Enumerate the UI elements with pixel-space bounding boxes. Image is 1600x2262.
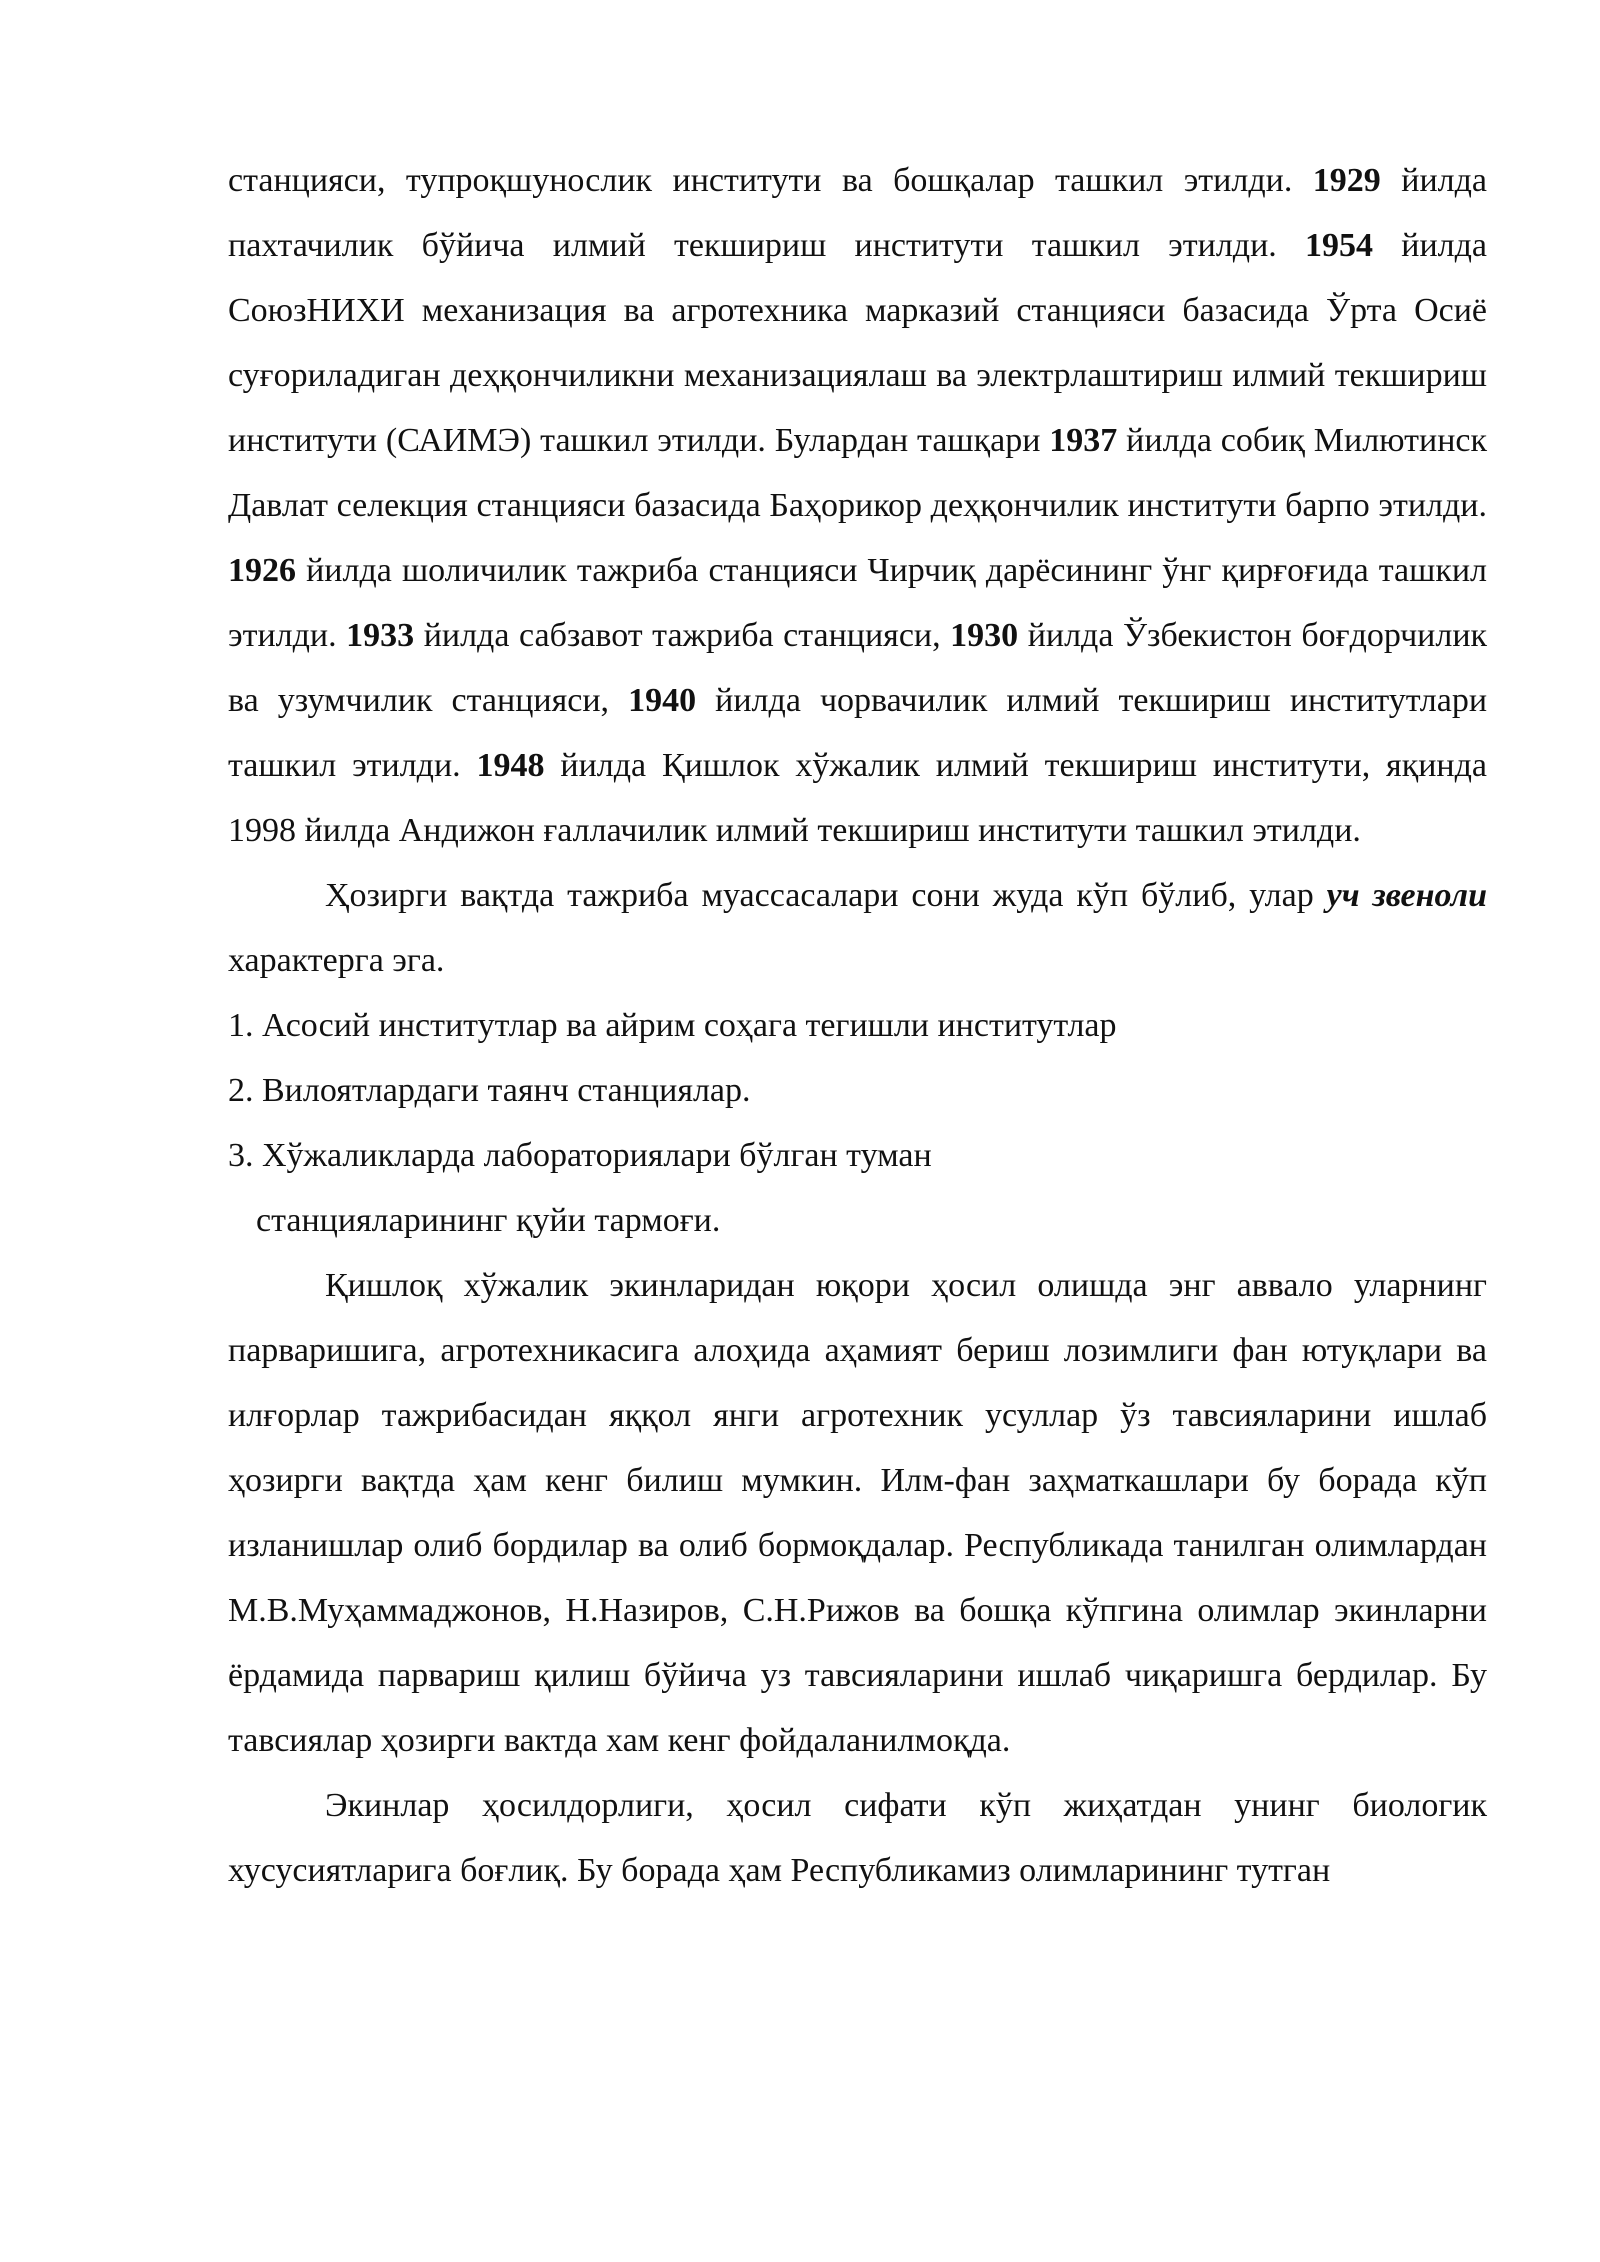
text-span: йилда СоюзНИХИ механизация ва агротехника марказий станцияси базасида Ўрта Осиё суғориладиган деҳқончиликни механизациялаш ва электрлаштириш илмий текшириш институти (САИМЭ) ташкил этилди. Булардан ташқари	[228, 227, 1488, 459]
year-bold: 1937	[1049, 422, 1118, 459]
list-item-2: 2. Вилоятлардаги таянч станциялар.	[228, 1072, 751, 1109]
text-span: йилда собиқ Милютинск Давлат селекция станцияси базасида Баҳорикор деҳқончилик институти барпо этилди.	[228, 422, 1487, 524]
list-item-3: 3. Хўжаликларда лабораториялари бўлган туман	[228, 1137, 932, 1174]
year-bold: 1926	[228, 552, 296, 589]
year-bold: 1930	[950, 617, 1019, 654]
paragraph-three-tier	[228, 863, 1487, 993]
year-bold: 1954	[1305, 227, 1374, 264]
paragraph-history	[228, 148, 1487, 863]
emphasis-bold-italic: уч звеноли	[1326, 877, 1487, 914]
text-span: йилда Қишлок хўжалик илмий текшириш институти, яқинда 1998 йилда Андижон ғаллачилик илмий текшириш институти ташкил этилди.	[228, 747, 1487, 849]
text-span: Ҳозирги вақтда тажриба муассасалари сони жуда кўп бўлиб, улар	[325, 877, 1314, 914]
text-span: станцияси, тупроқшунослик институти ва бошқалар ташкил этилди.	[228, 162, 1293, 199]
text-span: характерга эга.	[228, 942, 445, 979]
list-item-3-continuation: станцияларининг қуйи тармоғи.	[256, 1202, 721, 1239]
list-item-1: 1. Асосий институтлар ва айрим соҳага тегишли институтлар	[228, 1007, 1117, 1044]
text-span: йилда Ўзбекистон боғдорчилик ва узумчилик станцияси,	[228, 617, 1488, 719]
text-span: йилда шоличилик тажриба станцияси Чирчиқ дарёсининг ўнг қирғоғида ташкил этилди.	[228, 552, 1488, 654]
paragraph-biology: Экинлар ҳосилдорлиги, ҳосил сифати кўп жиҳатдан унинг биологик хусусиятларига боғлиқ. Бу борада ҳам Республикамиз олимларининг тутган	[228, 1787, 1487, 1889]
paragraph-agrotechnics: Қишлоқ хўжалик экинларидан юқори ҳосил олишда энг аввало уларнинг парваришига, агротехникасига алоҳида аҳамият бериш лозимлиги фан ютуқлари ва илғорлар тажрибасидан яққол янги агротехник усуллар ўз тавсияларини ишлаб ҳозирги вақтда ҳам кенг билиш мумкин. Илм-фан заҳматкашлари бу борада кўп изланишлар олиб бордилар ва олиб бормоқдалар. Республикада танилган олимлардан М.В.Муҳаммаджонов, Н.Назиров, С.Н.Рижов ва бошқа кўпгина олимлар экинларни ёрдамида парвариш қилиш бўйича уз тавсияларини ишлаб чиқаришга бердилар. Бу тавсиялар ҳозирги вактда хам кенг фойдаланилмоқда.	[228, 1267, 1487, 1759]
text-span: йилда сабзавот тажриба станцияси,	[423, 617, 941, 654]
year-bold: 1940	[628, 682, 697, 719]
year-bold: 1929	[1312, 162, 1381, 199]
year-bold: 1933	[346, 617, 415, 654]
text-span: йилда чорвачилик илмий текшириш институтлари ташкил этилди.	[228, 682, 1488, 784]
year-bold: 1948	[476, 747, 545, 784]
text-span: йилда пахтачилик бўйича илмий текшириш институти ташкил этилди.	[228, 162, 1488, 264]
